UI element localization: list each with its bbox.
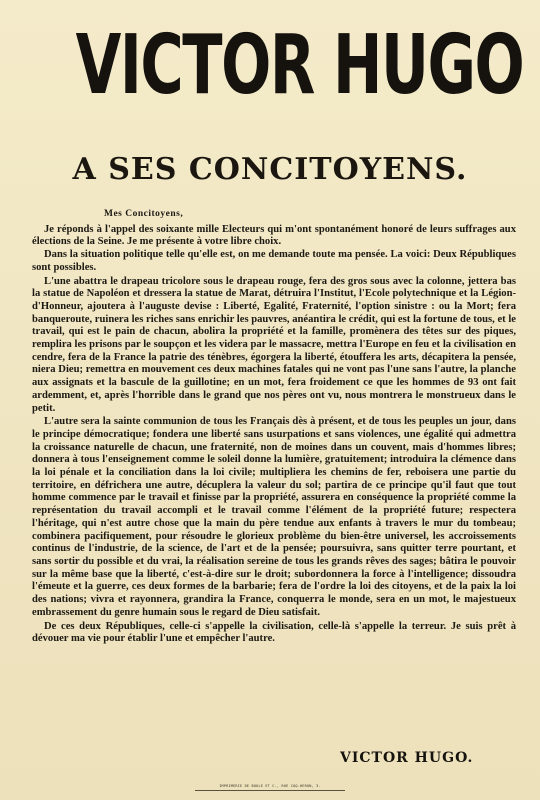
signature: VICTOR HUGO. xyxy=(340,750,474,766)
poster-headline: VICTOR HUGO xyxy=(75,18,524,113)
poster-body xyxy=(32,208,516,646)
paragraph-first-republic: L'une abattra le drapeau tricolore sous le drapeau rouge, fera des gros sous avec la colonne, jettera bas la statue de Napoléon et dressera la statue de Marat, détruira l'Institut, l'Ecole polytechnique et la Légion-d'Honneur, ajoutera à l'auguste devise : Liberté, Egalité, Fraternité, l'option sinistre : ou la Mort; fera banqueroute, ruinera les riches sans enrichir les pauvres, anéantira le crédit, qui est la fortune de tous, et le travail, qui est le pain de chacun, abolira la propriété et la famille, promènera des têtes sur des piques, remplira les prisons par le soupçon et les videra par le massacre, mettra l'Europe en feu et la civilisation en cendre, fera de la France la patrie des ténèbres, égorgera la liberté, étouffera les arts, décapitera la pensée, niera Dieu; remettra en mouvement ces deux machines fatales qui ne vont pas l'une sans l'autre, la planche aux assignats et la bascule de la guillotine; en un mot, fera froidement ce que les hommes de 93 ont fait ardemment, et, après l'horrible dans le grand que nos pères ont vu, nous montrera le monstrueux dans le petit. xyxy=(32,275,516,414)
salutation: Mes Concitoyens, xyxy=(104,209,184,219)
paragraph-conclusion: De ces deux Républiques, celle-ci s'appelle la civilisation, celle-là s'appelle la terreur. Je suis prêt à dévouer ma vie pour établir l'une et empêcher l'autre. xyxy=(32,620,516,645)
poster-subhead: A SES CONCITOYENS. xyxy=(72,152,468,187)
printer-rule xyxy=(195,790,345,791)
printer-line: IMPRIMERIE DE BOULE ET C., RUE COQ-HERON, 3. xyxy=(219,784,321,788)
paragraph-second-republic: L'autre sera la sainte communion de tous les Français dès à présent, et de tous les peuples un jour, dans le principe démocratique; fondera une liberté sans usurpations et sans violences, une égalité qui admettra la croissance naturelle de chacun, une fraternité, non de moines dans un couvent, mais d'hommes libres; donnera à tous l'enseignement comme le soleil donne la lumière, gratuitement; introduira la clémence dans la loi pénale et la conciliation dans la loi civile; multipliera les chemins de fer, reboisera une partie du territoire, en défrichera une autre, décuplera la valeur du sol; partira de ce principe qu'il faut que tout homme commence par le travail et finisse par la propriété, assurera en conséquence la propriété comme la représentation du travail accompli et le travail comme l'élément de la propriété future; respectera l'héritage, qui n'est autre chose que la main du père tendue aux enfants à travers le mur du tombeau; combinera pacifiquement, pour résoudre le glorieux problème du bien-être universel, les accroissements continus de l'industrie, de la science, de l'art et de la pensée; poursuivra, sans quitter terre pourtant, et sans sortir du possible et du vrai, la réalisation sereine de tous les grands rêves des sages; bâtira le pouvoir sur la même base que la liberté, c'est-à-dire sur le droit; subordonnera la force à l'intelligence; dissoudra l'émeute et la guerre, ces deux formes de la barbarie; fera de l'ordre la loi des citoyens, et de la paix la loi des nations; vivra et rayonnera, grandira la France, conquerra le monde, sera en un mot, le majestueux embrassement du genre humain sous le regard de Dieu satisfait. xyxy=(32,416,516,618)
paragraph-question: Dans la situation politique telle qu'elle est, on me demande toute ma pensée. La voici: Deux Républiques sont possibles. xyxy=(32,249,516,273)
paragraph-intro: Je réponds à l'appel des soixante mille Electeurs qui m'ont spontanément honoré de leurs suffrages aux élections de la Seine. Je me présente à votre libre choix. xyxy=(32,223,516,248)
